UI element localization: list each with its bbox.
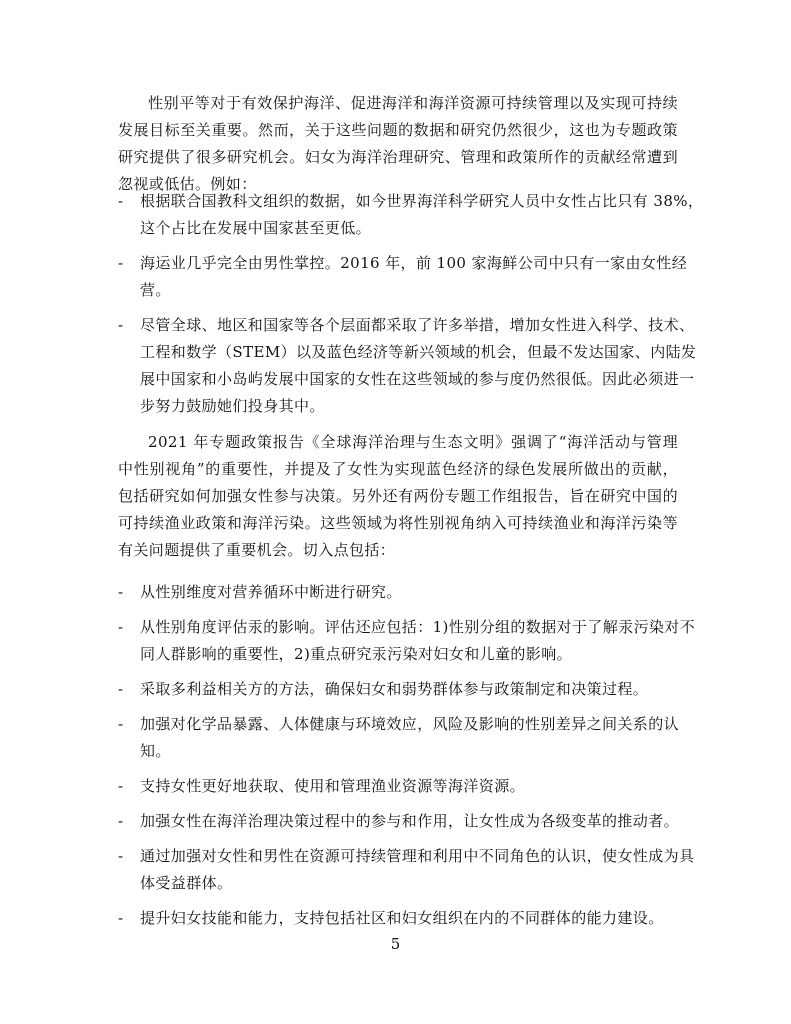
report-paragraph: 2021 年专题政策报告《全球海洋治理与生态文明》强调了“海洋活动与管理中性别视角”的重要性，并提及了女性为实现蓝色经济的绿色发展所做出的贡献，包括研究如何加强女性参与决策。另外还有两份专题工作组报告，旨在研究中国的可持续渔业政策和海洋污染。这些领域为将性别视角纳入可持续渔业和海洋污染等有关问题提供了重要机会。切入点包括： [118, 433, 678, 559]
bullet-dash: - [118, 316, 124, 334]
list-item [118, 905, 704, 932]
list-item-text: 加强女性在海洋治理决策过程中的参与和作用，让女性成为各级变革的推动者。 [140, 812, 680, 830]
list-item [118, 579, 704, 606]
bullet-dash: - [118, 777, 124, 795]
bullet-dash: - [118, 680, 124, 698]
intro-paragraph: 性别平等对于有效保护海洋、促进海洋和海洋资源可持续管理以及实现可持续发展目标至关重要。然而，关于这些问题的数据和研究仍然很少，这也为专题政策研究提供了很多研究机会。妇女为海洋治理研究、管理和政策所作的贡献经常遭到忽视或低估。例如： [118, 94, 678, 193]
entry-points-list [118, 579, 704, 940]
bullet-dash: - [118, 812, 124, 830]
list-item [118, 188, 704, 242]
list-item-text: 支持女性更好地获取、使用和管理渔业资源等海洋资源。 [140, 777, 526, 795]
list-item-text: 从性别角度评估汞的影响。评估还应包括：1)性别分组的数据对于了解汞污染对不同人群影响的重要性，2)重点研究汞污染对妇女和儿童的影响。 [140, 618, 696, 663]
bullet-dash: - [118, 909, 124, 927]
bullet-dash: - [118, 192, 124, 210]
list-item [118, 843, 704, 897]
list-item [118, 773, 704, 800]
list-item-text: 从性别维度对营养循环中断进行研究。 [140, 583, 402, 601]
list-item [118, 312, 704, 420]
list-item-text: 尽管全球、地区和国家等各个层面都采取了许多举措，增加女性进入科学、技术、工程和数学（STEM）以及蓝色经济等新兴领域的机会，但最不发达国家、内陆发展中国家和小岛屿发展中国家的女性在这些领域的参与度仍然很低。因此必须进一步努力鼓励她们投身其中。 [140, 316, 697, 415]
list-item [118, 808, 704, 835]
list-item-text: 通过加强对女性和男性在资源可持续管理和利用中不同角色的认识，使女性成为具体受益群体。 [140, 847, 695, 892]
bullet-dash: - [118, 583, 124, 601]
list-item [118, 711, 704, 765]
list-item-text: 加强对化学品暴露、人体健康与环境效应，风险及影响的性别差异之间关系的认知。 [140, 715, 680, 760]
list-item-text: 采取多利益相关方的方法，确保妇女和弱势群体参与政策制定和决策过程。 [140, 680, 649, 698]
list-item-text: 根据联合国教科文组织的数据，如今世界海洋科学研究人员中女性占比只有 38%，这个占比在发展中国家甚至更低。 [140, 192, 704, 237]
bullet-dash: - [118, 254, 124, 272]
bullet-dash: - [118, 618, 124, 636]
bullet-dash: - [118, 715, 124, 733]
list-item [118, 614, 704, 668]
list-item [118, 250, 704, 304]
bullet-dash: - [118, 847, 124, 865]
page-number: 5 [390, 935, 401, 953]
examples-list [118, 188, 704, 428]
list-item [118, 676, 704, 703]
list-item-text: 海运业几乎完全由男性掌控。2016 年，前 100 家海鲜公司中只有一家由女性经营。 [140, 254, 688, 299]
list-item-text: 提升妇女技能和能力，支持包括社区和妇女组织在内的不同群体的能力建设。 [140, 909, 664, 927]
